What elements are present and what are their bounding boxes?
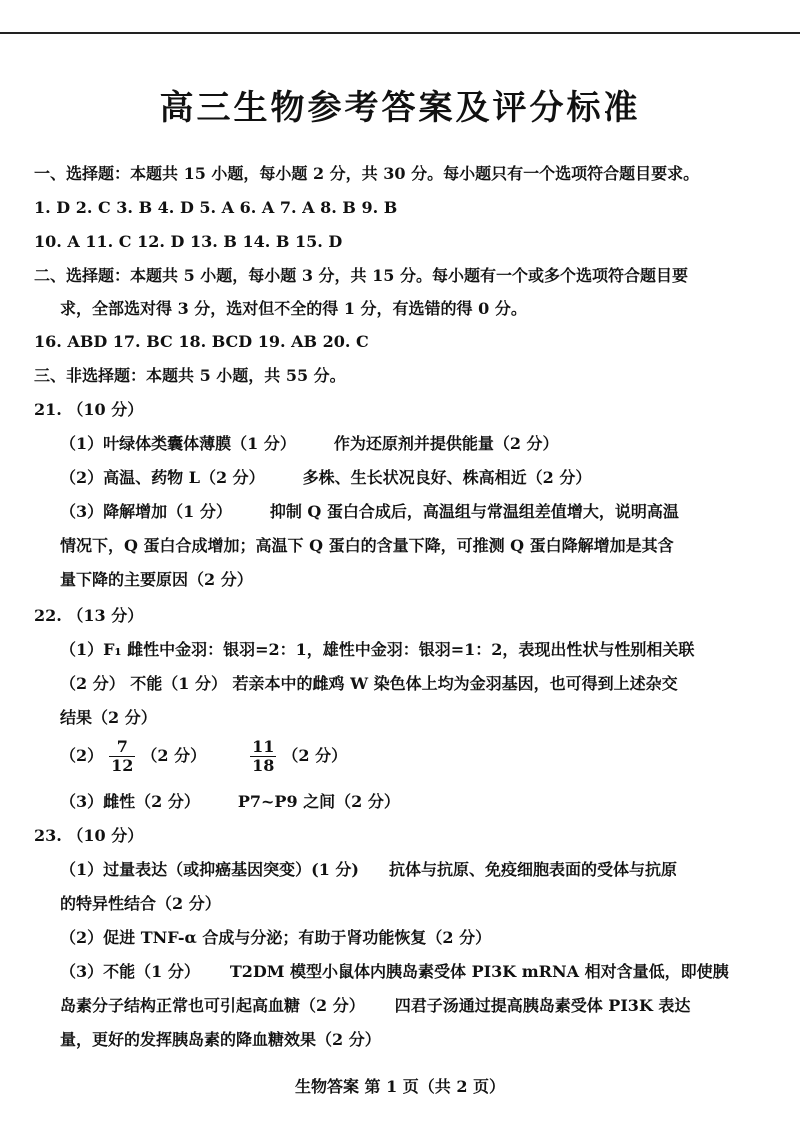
q21-part1-answer-b: 作为还原剂并提供能量（2 分） xyxy=(333,434,559,453)
q23-part3 xyxy=(60,960,729,984)
q21-part1-answer-a: （1）叶绿体类囊体薄膜（1 分） xyxy=(60,434,296,453)
q23-part1-line2: 的特异性结合（2 分） xyxy=(60,894,221,913)
q22-part2-score-a: （2 分） xyxy=(141,746,207,765)
section1-header: 一、选择题：本题共 15 小题，每小题 2 分，共 30 分。每小题只有一个选项符合题目要求。 xyxy=(34,164,700,183)
q21-part1 xyxy=(60,432,559,456)
section2-header-line2: 求，全部选对得 3 分，选对但不全的得 1 分，有选错的得 0 分。 xyxy=(60,299,527,318)
q22-part3-answer-b: P7~P9 之间（2 分） xyxy=(237,792,400,811)
q23-part3-answer-a: （3）不能（1 分） xyxy=(60,962,200,981)
q23-part3-line3: 量，更好的发挥胰岛素的降血糖效果（2 分） xyxy=(60,1030,381,1049)
q22-part2-score-b: （2 分） xyxy=(282,746,348,765)
fraction-denominator: 18 xyxy=(252,756,275,775)
q23-part1-answer-b: 抗体与抗原、免疫细胞表面的受体与抗原 xyxy=(388,860,677,879)
q23-part3-line2 xyxy=(60,994,690,1018)
q23-heading: 23. （10 分） xyxy=(34,826,144,845)
q22-part2 xyxy=(60,738,347,775)
q22-part1-line3: 结果（2 分） xyxy=(60,708,157,727)
fraction-denominator: 12 xyxy=(111,756,134,775)
q21-part2-answer-a: （2）高温、药物 L（2 分） xyxy=(60,468,265,487)
q22-part3-answer-a: （3）雌性（2 分） xyxy=(60,792,200,811)
q23-part3-answer-d: 四君子汤通过提高胰岛素受体 PI3K 表达 xyxy=(394,996,691,1015)
q21-part3 xyxy=(60,500,679,524)
q23-part1 xyxy=(60,858,677,882)
q22-part1-line1: （1）F₁ 雌性中金羽：银羽=2：1，雄性中金羽：银羽=1：2，表现出性状与性别相关联 xyxy=(60,640,695,659)
fraction-11-18 xyxy=(250,738,276,775)
q21-part3-answer-a: （3）降解增加（1 分） xyxy=(60,502,232,521)
top-rule xyxy=(0,32,800,34)
q21-heading: 21. （10 分） xyxy=(34,400,144,419)
q22-part3 xyxy=(60,790,400,814)
section2-header-line1: 二、选择题：本题共 5 小题，每小题 3 分，共 15 分。每小题有一个或多个选项符合题目要 xyxy=(34,266,688,285)
q22-heading: 22. （13 分） xyxy=(34,606,144,625)
q23-part3-answer-c: 岛素分子结构正常也可引起高血糖（2 分） xyxy=(60,996,365,1015)
section1-answers-row1: 1. D 2. C 3. B 4. D 5. A 6. A 7. A 8. B 9. B xyxy=(34,198,398,217)
fraction-numerator: 11 xyxy=(252,737,275,756)
q21-part2 xyxy=(60,466,591,490)
page-footer: 生物答案 第 1 页（共 2 页） xyxy=(294,1077,506,1096)
q21-part2-answer-b: 多株、生长状况良好、株高相近（2 分） xyxy=(302,468,592,487)
section1-answers-row2: 10. A 11. C 12. D 13. B 14. B 15. D xyxy=(34,232,343,251)
q21-part3-line2: 情况下，Q 蛋白合成增加；高温下 Q 蛋白的含量下降，可推测 Q 蛋白降解增加是其含 xyxy=(60,536,674,555)
q22-part1-line2: （2 分） 不能（1 分） 若亲本中的雌鸡 W 染色体上均为金羽基因，也可得到上述杂交 xyxy=(60,674,678,693)
q23-part3-answer-b: T2DM 模型小鼠体内胰岛素受体 PI3K mRNA 相对含量低，即使胰 xyxy=(229,962,729,981)
section2-answers-row: 16. ABD 17. BC 18. BCD 19. AB 20. C xyxy=(34,332,369,351)
fraction-numerator: 7 xyxy=(109,738,135,757)
q23-part1-answer-a: （1）过量表达（或抑癌基因突变）(1 分) xyxy=(60,860,359,879)
q22-part2-label: （2） xyxy=(60,746,104,765)
q21-part3-answer-b: 抑制 Q 蛋白合成后，高温组与常温组差值增大，说明高温 xyxy=(269,502,679,521)
section3-header: 三、非选择题：本题共 5 小题，共 55 分。 xyxy=(34,366,346,385)
page-title: 高三生物参考答案及评分标准 xyxy=(159,88,641,128)
q23-part2: （2）促进 TNF-α 合成与分泌；有助于肾功能恢复（2 分） xyxy=(60,928,492,947)
fraction-7-12 xyxy=(109,738,135,775)
q21-part3-line3: 量下降的主要原因（2 分） xyxy=(60,570,253,589)
